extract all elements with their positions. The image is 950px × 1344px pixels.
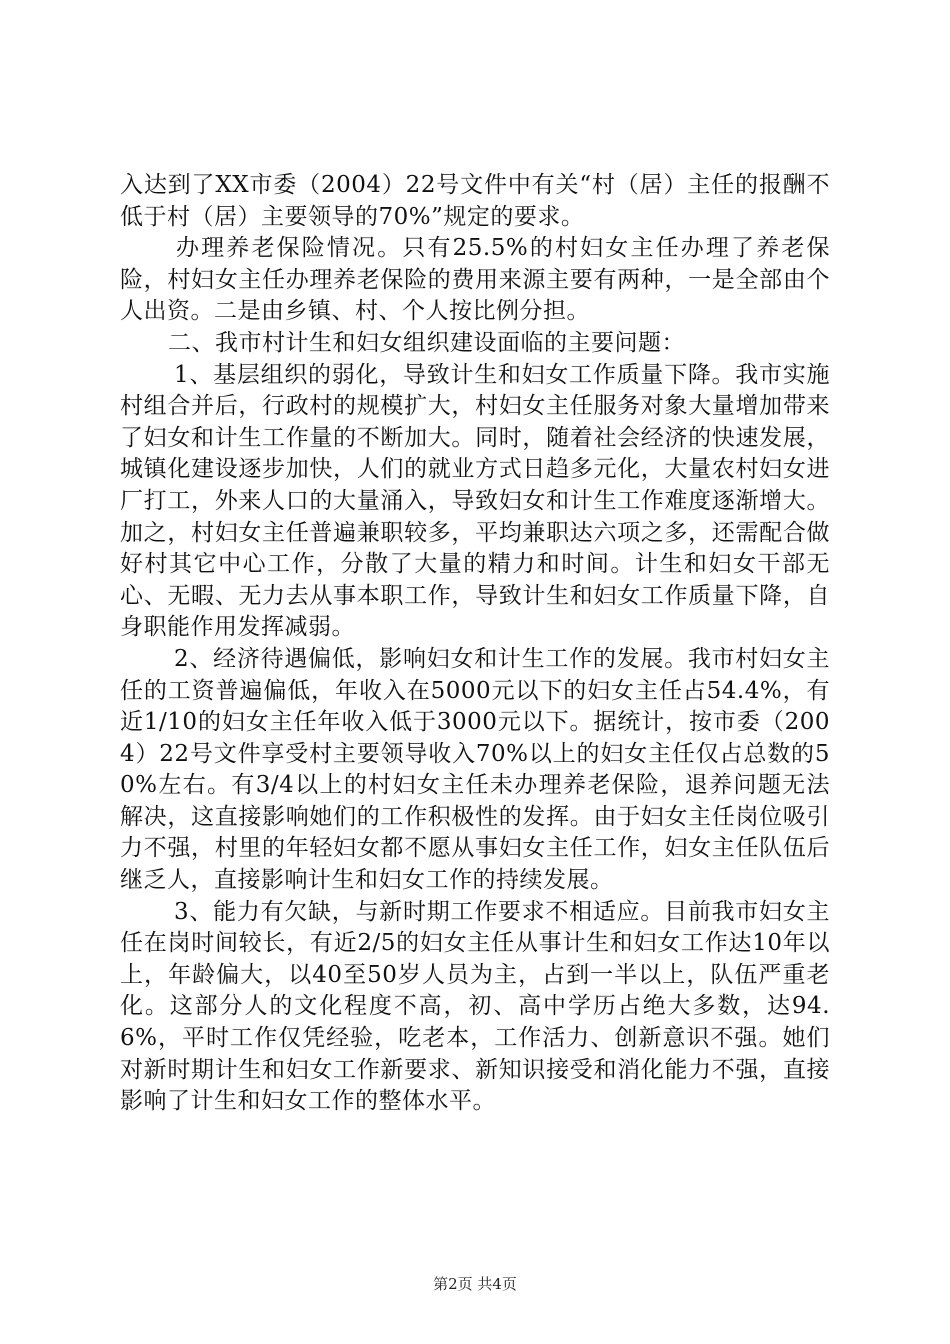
section-heading-problems: 二、我市村计生和妇女组织建设面临的主要问题： <box>168 329 685 356</box>
document-body <box>120 170 830 1118</box>
paragraph-problem-1: 1、基层组织的弱化，导致计生和妇女工作质量下降。我市实施村组合并后，行政村的规模扩大，村妇女主任服务对象大量增加带来了妇女和计生工作量的不断加大。同时，随着社会经济的快速发展，城镇化建设逐步加快，人们的就业方式日趋多元化，大量农村妇女进厂打工，外来人口的大量涌入，导致妇女和计生工作难度逐渐增大。加之，村妇女主任普遍兼职较多，平均兼职达六项之多，还需配合做好村其它中心工作，分散了大量的精力和时间。计生和妇女干部无心、无暇、无力去从事本职工作，导致计生和妇女工作质量下降，自身职能作用发挥减弱。 <box>120 361 830 641</box>
paragraph-problem-2: 2、经济待遇偏低，影响妇女和计生工作的发展。我市村妇女主任的工资普遍偏低，年收入在5000元以下的妇女主任占54.4%，有近1/10的妇女主任年收入低于3000元以下。据统计，按市委（2004）22号文件享受村主要领导收入70%以上的妇女主任仅占总数的50%左右。有3/4以上的村妇女主任未办理养老保险，退养问题无法解决，这直接影响她们的工作积极性的发挥。由于妇女主任岗位吸引力不强，村里的年轻妇女都不愿从事妇女主任工作，妇女主任队伍后继乏人，直接影响计生和妇女工作的持续发展。 <box>120 645 830 894</box>
paragraph-continued: 入达到了XX市委（2004）22号文件中有关“村（居）主任的报酬不低于村（居）主要领导的70%”规定的要求。 <box>120 172 830 230</box>
paragraph-pension: 办理养老保险情况。只有25.5%的村妇女主任办理了养老保险，村妇女主任办理养老保险的费用来源主要有两种，一是全部由个人出资。二是由乡镇、村、个人按比例分担。 <box>120 235 830 325</box>
paragraph-problem-3: 3、能力有欠缺，与新时期工作要求不相适应。目前我市妇女主任在岗时间较长，有近2/5的妇女主任从事计生和妇女工作达10年以上，年龄偏大，以40至50岁人员为主，占到一半以上，队伍严重老化。这部分人的文化程度不高，初、高中学历占绝大多数，达94.6%，平时工作仅凭经验，吃老本，工作活力、创新意识不强。她们对新时期计生和妇女工作新要求、新知识接受和消化能力不强，直接影响了计生和妇女工作的整体水平。 <box>120 898 830 1115</box>
page-footer: 第2页 共4页 <box>433 1275 517 1293</box>
